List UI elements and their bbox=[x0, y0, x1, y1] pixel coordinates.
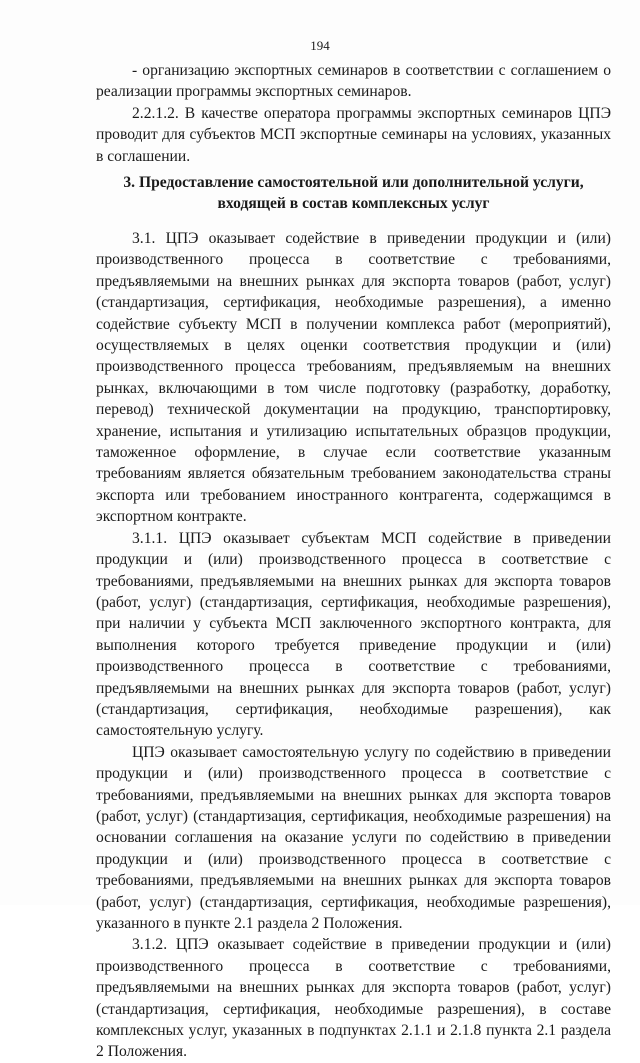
paragraph-3-1-1: 3.1.1. ЦПЭ оказывает субъектам МСП содействие в приведении продукции и (или) производственного процесса в соответствие с требованиями, предъявляемыми на внешних рынках для экспорта товаров (работ, услуг) (стандартизация, сертификация, необходимые разрешения), при наличии у субъекта МСП заключенного экспортного контракта, для выполнения которого требуется приведение продукции и (или) производственного процесса в соответствие с требованиями, предъявляемыми на внешних рынках для экспорта товаров (работ, услуг) (стандартизация, сертификация, необходимые разрешения), как самостоятельную услугу. bbox=[96, 529, 611, 740]
intro-block bbox=[96, 60, 611, 167]
section-3-body bbox=[96, 228, 611, 1063]
page-number: 194 bbox=[310, 38, 330, 53]
paragraph-2-2-1-2: 2.2.1.2. В качестве оператора программы экспортных семинаров ЦПЭ проводит для субъектов МСП экспортные семинары на условиях, указанных в соглашении. bbox=[96, 104, 611, 165]
paragraph-3-1: 3.1. ЦПЭ оказывает содействие в приведении продукции и (или) производственного процесса в соответствие с требованиями, предъявляемыми на внешних рынках для экспорта товаров (работ, услуг) (стандартизация, сертификация, необходимые разрешения), а именно содействие субъекту МСП в получении комплекса работ (мероприятий), осуществляемых в целях оценки соответствия продукции и (или) производственного процесса требованиям, предъявляемым на внешних рынках, включающими в том числе подготовку (разработку, доработку, перевод) технической документации на продукцию, транспортировку, хранение, испытания и утилизацию испытательных образцов продукции, таможенное оформление, в случае если соответствие указанным требованиям является обязательным требованием законодательства страны экспорта или требованием иностранного контрагента, содержащимся в экспортном контракте. bbox=[96, 230, 611, 526]
paragraph-standalone-service: ЦПЭ оказывает самостоятельную услугу по содействию в приведении продукции и (или) производственного процесса в соответствие с требованиями, предъявляемыми на внешних рынках для экспорта товаров (работ, услуг) (стандартизация, сертификация, необходимые разрешения) на основании соглашения на оказание услуги по содействию в приведении продукции и (или) производственного процесса в соответствие с требованиями, предъявляемыми на внешних рынках для экспорта товаров (работ, услуг) (стандартизация, сертификация, необходимые разрешения), указанного в пункте 2.1 раздела 2 Положения. bbox=[96, 743, 611, 932]
paragraph-3-1-2: 3.1.2. ЦПЭ оказывает содействие в приведении продукции и (или) производственного процесса в соответствие с требованиями, предъявляемыми на внешних рынках для экспорта товаров (работ, услуг) (стандартизация, сертификация, необходимые разрешения), в составе комплексных услуг, указанных в подпунктах 2.1.1 и 2.1.8 пункта 2.1 раздела 2 Положения. bbox=[96, 936, 611, 1061]
paragraph-seminars-organization: - организацию экспортных семинаров в соответствии с соглашением о реализации программы экспортных семинаров. bbox=[96, 62, 611, 101]
section-3-heading: 3. Предоставление самостоятельной или дополнительной услуги, входящей в состав комплексных услуг bbox=[123, 174, 584, 213]
